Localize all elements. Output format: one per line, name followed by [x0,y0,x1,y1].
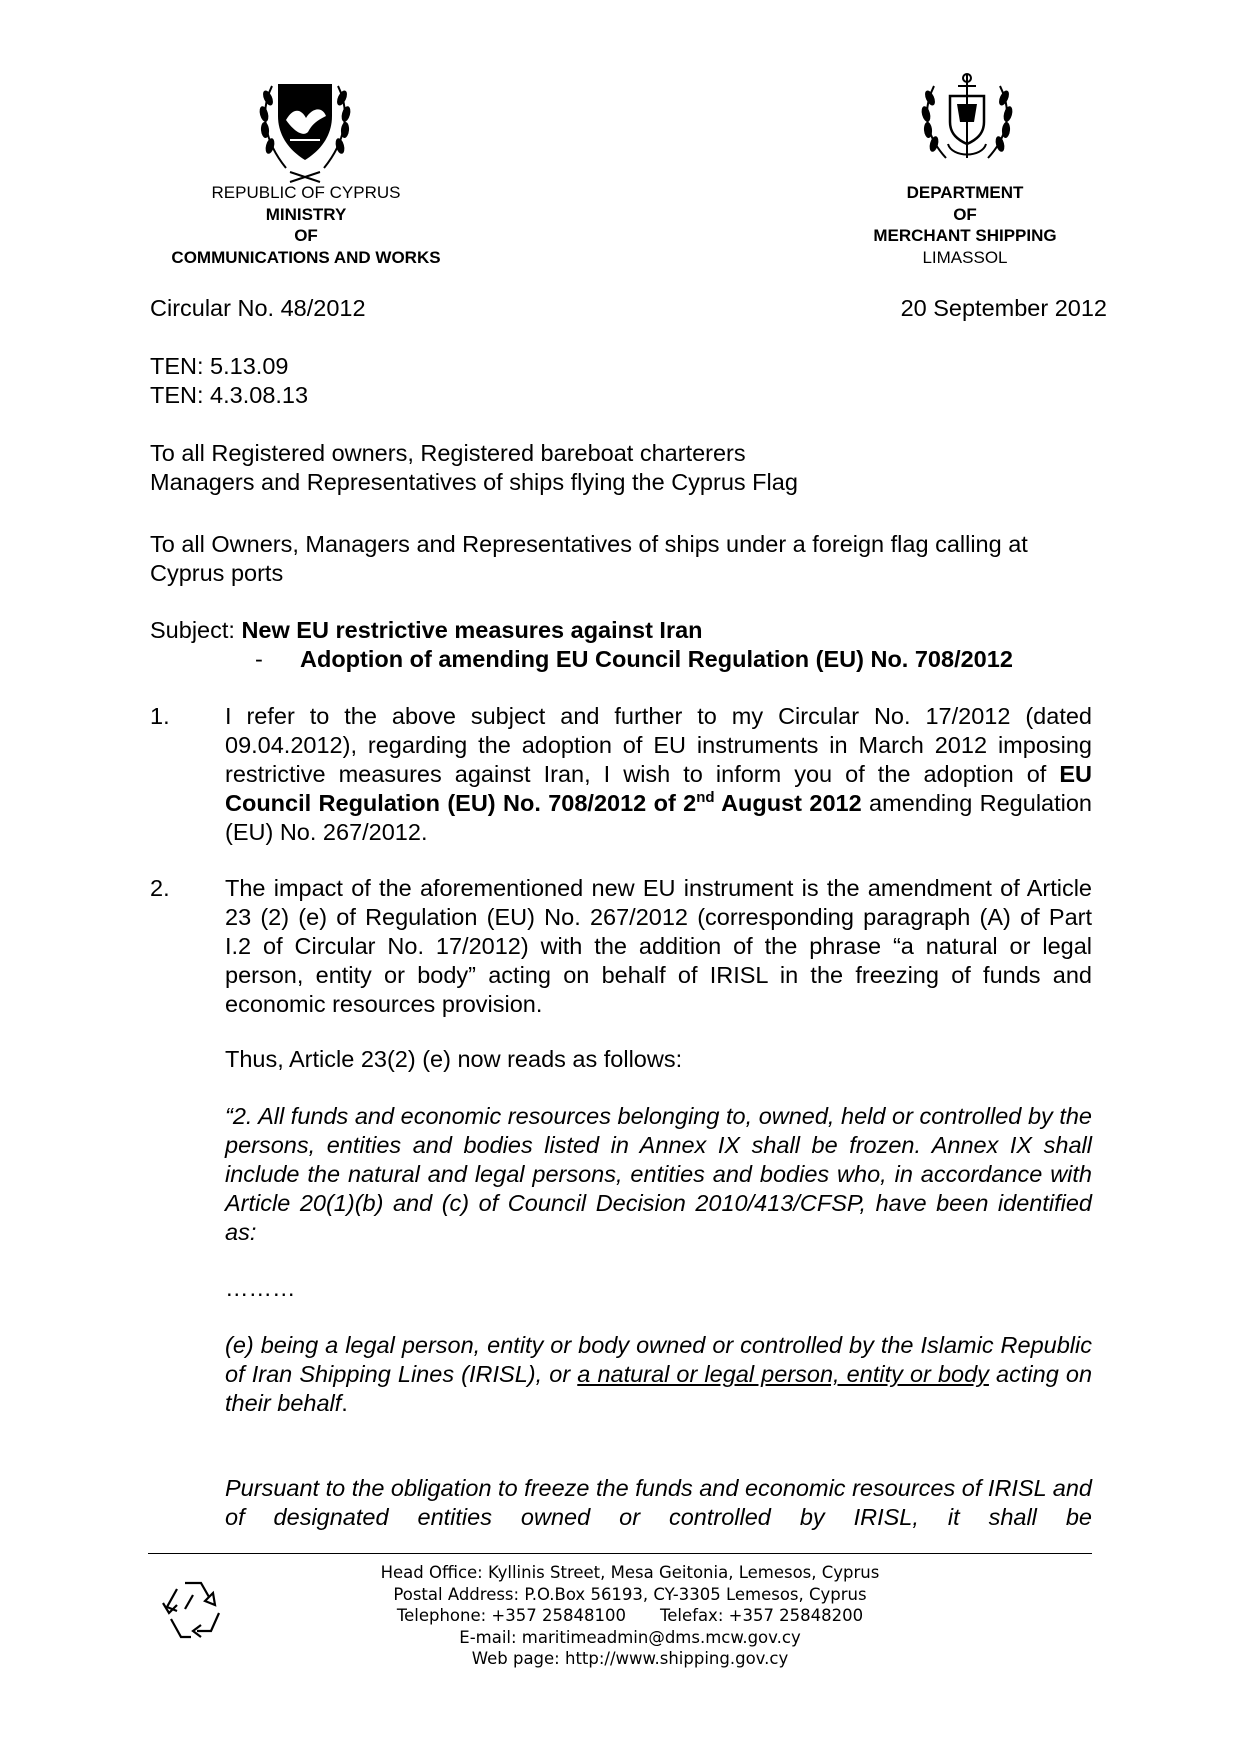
paragraph-number: 2. [150,875,170,901]
merchant-shipping-emblem-icon [912,72,1022,172]
footer-head-office: Head Office: Kyllinis Street, Mesa Geitonia, Lemesos, Cyprus [380,1563,880,1582]
header-ministry: MINISTRY [265,204,347,224]
header-department: DEPARTMENT [906,183,1024,202]
subject-subtitle: Adoption of amending EU Council Regulation (EU) No. 708/2012 [300,646,1013,672]
header-of-right: OF [953,204,977,224]
subject-line [150,616,703,645]
footer-web-page: Web page: http://www.shipping.gov.cy [471,1649,789,1668]
footer-telephone: Telephone: +357 25848100 [396,1606,626,1625]
paragraph-1-sup: nd [696,789,715,807]
paragraph-1-regulation-date: August 2012 [714,790,862,816]
subject-label: Subject: [150,617,235,643]
footer-phones [300,1605,960,1627]
subject-dash: - [255,646,263,672]
recycle-icon [157,1575,229,1647]
ministry-header [140,182,472,268]
pursuant-paragraph: Pursuant to the obligation to freeze the funds and economic resources of IRISL and of designated entities owned or controlled by IRISL, it shall be [225,1475,1092,1530]
header-country: REPUBLIC OF CYPRUS [211,183,401,202]
paragraph-2: The impact of the aforementioned new EU instrument is the amendment of Article 23 (2) (e) of Regulation (EU) No. 267/2012 (corresponding paragraph (A) of Part I.2 of Circular No. 17/2012) with the addition of the phrase “a natural or legal person, entity or body” acting on behalf of IRISL in the freezing of funds and economic resources provision. [225,875,1092,1017]
footer-divider [148,1553,1092,1554]
paragraph-1-text-end: amending Regulation (EU) No. 267/2012. [225,790,1092,845]
paragraph-1 [225,702,1092,847]
ten-reference-2: TEN: 4.3.08.13 [150,382,309,408]
footer-telefax: Telefax: +357 25848200 [659,1606,864,1625]
point-e-text: (e) being a legal person, entity or body owned or controlled by the Islamic Republic of Iran Shipping Lines (IRISL), or [225,1332,1092,1387]
addressee-line: Managers and Representatives of ships flying the Cyprus Flag [150,469,798,495]
header-ministry-name: COMMUNICATIONS AND WORKS [171,247,441,267]
thus-line: Thus, Article 23(2) (e) now reads as follows: [225,1046,683,1072]
footer-email: E-mail: maritimeadmin@dms.mcw.gov.cy [459,1627,801,1647]
header-of: OF [294,226,318,245]
point-e-period: . [341,1390,348,1416]
addressee-line: To all Registered owners, Registered bareboat charterers [150,440,746,466]
department-header [840,182,1090,268]
footer-postal-address: Postal Address: P.O.Box 56193, CY-3305 Lemesos, Cyprus [393,1584,867,1604]
quoted-article: “2. All funds and economic resources belonging to, owned, held or controlled by the persons, entities and bodies listed in Annex IX shall be frozen. Annex IX shall include the natural and legal persons, entities and bodies who, in accordance with Article 20(1)(b) and (c) of Council Decision 2010/413/CFSP, have been identified as: [225,1103,1092,1245]
article-point-e [225,1331,1092,1418]
paragraph-1-regulation-text: EU Council Regulation (EU) No. 708/2012 of 2 [225,761,1092,816]
circular-date: 20 September 2012 [900,295,1107,321]
point-e-text-end: acting on their behalf [225,1361,1093,1416]
circular-number: Circular No. 48/2012 [150,295,366,321]
addressee-line: To all Owners, Managers and Representatives of ships under a foreign flag calling at [150,531,1028,557]
ten-reference-1: TEN: 5.13.09 [150,353,289,379]
subject-title: New EU restrictive measures against Iran [241,617,703,643]
ellipsis: ……… [225,1275,296,1301]
cyprus-coat-of-arms-icon [250,76,360,184]
header-department-name: MERCHANT SHIPPING [873,226,1057,245]
paragraph-number: 1. [150,703,170,729]
footer-contact [300,1562,960,1670]
point-e-underlined: a natural or legal person, entity or body [577,1361,989,1387]
addressee-line: Cyprus ports [150,560,284,586]
paragraph-1-text: I refer to the above subject and further to my Circular No. 17/2012 (dated 09.04.2012), regarding the adoption of EU instruments in March 2012 imposing restrictive measures against Iran, I wish to inform you of the adoption of [225,703,1092,787]
header-city: LIMASSOL [922,247,1008,267]
